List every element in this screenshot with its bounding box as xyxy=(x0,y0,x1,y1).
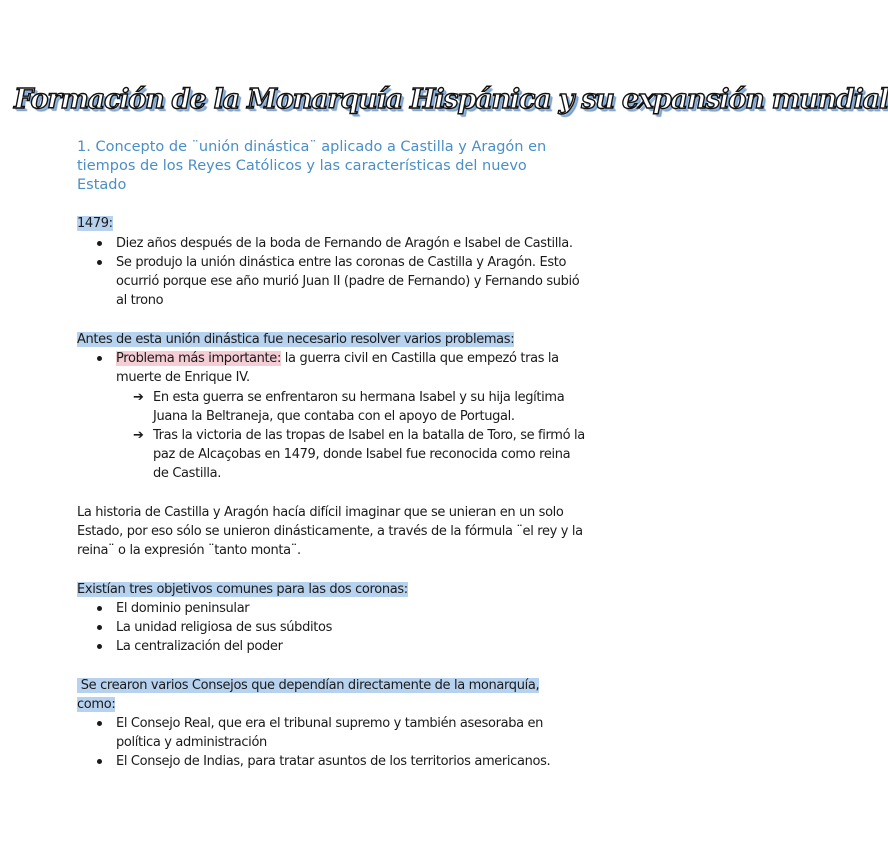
bullet-icon xyxy=(97,606,102,611)
list-item xyxy=(77,426,587,483)
list-item-text: La centralización del poder xyxy=(116,639,283,654)
section3-label-text: Existían tres objetivos comunes para las dos coronas: xyxy=(77,582,408,597)
document-title: Formación de la Monarquía Hispánica y su expansión mundial xyxy=(14,84,888,115)
section-heading: 1. Concepto de ¨unión dinástica¨ aplicado a Castilla y Aragón en tiempos de los Reyes Católicos y las características del nuevo Estado xyxy=(77,139,547,193)
list-item-text: Diez años después de la boda de Fernando de Aragón e Isabel de Castilla. xyxy=(116,236,573,251)
section4-list xyxy=(77,714,577,771)
section1-label-text: 1479: xyxy=(77,216,113,231)
bullet-icon xyxy=(97,625,102,630)
list-item xyxy=(77,388,587,426)
section2-sublist xyxy=(77,388,587,483)
list-item-text: En esta guerra se enfrentaron su hermana Isabel y su hija legítima Juana la Beltraneja, que contaba con el apoyo de Portugal. xyxy=(153,390,565,424)
bullet-icon xyxy=(97,721,102,726)
section1-label xyxy=(77,214,113,233)
bullet-icon xyxy=(97,356,102,361)
list-item xyxy=(77,349,577,387)
section3-label xyxy=(77,580,408,599)
section4-label-line2: como: xyxy=(77,697,116,712)
highlight-text: Problema más importante: xyxy=(116,351,281,366)
arrow-icon: ➔ xyxy=(133,390,144,405)
bullet-icon xyxy=(97,644,102,649)
list-item xyxy=(77,752,577,771)
list-item-text: La unidad religiosa de sus súbditos xyxy=(116,620,333,635)
section2-label xyxy=(77,330,514,349)
arrow-icon: ➔ xyxy=(133,428,144,443)
list-item xyxy=(77,714,577,752)
body-paragraph: La historia de Castilla y Aragón hacía difícil imaginar que se unieran en un solo Estado, por eso sólo se unieron dinásticamente, a través de la fórmula ¨el rey y la reina¨ o la expresión ¨tanto monta¨. xyxy=(77,505,583,558)
list-item-text: El Consejo Real, que era el tribunal supremo y también asesoraba en política y administración xyxy=(116,716,544,750)
list-item-text: Se produjo la unión dinástica entre las coronas de Castilla y Aragón. Esto ocurrió porque ese año murió Juan II (padre de Fernando) y Fernando subió al trono xyxy=(116,255,580,308)
list-item-text: El dominio peninsular xyxy=(116,601,250,616)
section4-label-line1: Se crearon varios Consejos que dependían directamente de la monarquía, xyxy=(77,678,540,693)
section2-list xyxy=(77,349,577,387)
list-item xyxy=(77,253,587,310)
list-item xyxy=(77,637,587,656)
bullet-icon xyxy=(97,260,102,265)
section4-label xyxy=(77,676,597,714)
bullet-icon xyxy=(97,241,102,246)
section3-list xyxy=(77,599,587,656)
list-item-text: El Consejo de Indias, para tratar asuntos de los territorios americanos. xyxy=(116,754,551,769)
list-item xyxy=(77,599,587,618)
list-item-text: la guerra civil en Castilla que empezó tras la muerte de Enrique IV. xyxy=(116,351,559,385)
section2-label-text: Antes de esta unión dinástica fue necesario resolver varios problemas: xyxy=(77,332,515,347)
bullet-icon xyxy=(97,759,102,764)
list-item-text: Tras la victoria de las tropas de Isabel en la batalla de Toro, se firmó la paz de Alcaçobas en 1479, donde Isabel fue reconocida como reina de Castilla. xyxy=(153,428,585,481)
list-item xyxy=(77,234,587,253)
list-item xyxy=(77,618,587,637)
section1-list xyxy=(77,234,587,310)
